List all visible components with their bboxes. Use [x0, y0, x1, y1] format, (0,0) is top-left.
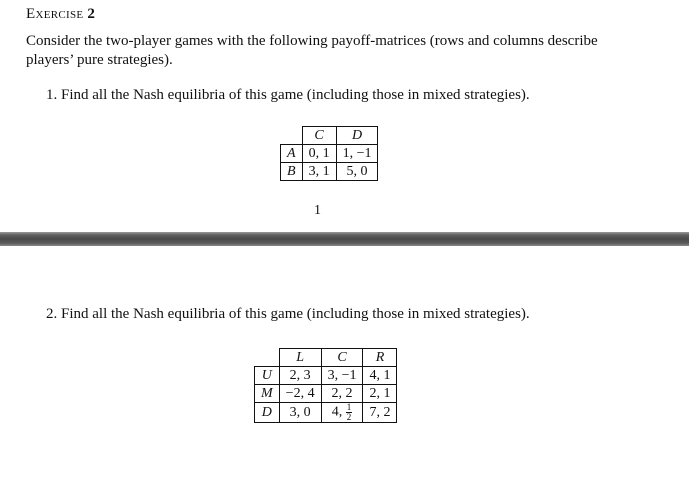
payoff-matrix-header-row [281, 127, 378, 145]
payoff-cell-text: 4, [331, 404, 346, 420]
question-1: 1. Find all the Nash equilibria of this game (including those in mixed strategies). [46, 87, 530, 103]
question-2: 2. Find all the Nash equilibria of this game (including those in mixed strategies). [46, 306, 530, 322]
payoff-cell: 3, 0 [279, 403, 321, 423]
exercise-intro: Consider the two-player games with the following payoff-matrices (rows and columns describe players’ pure strategies). [26, 33, 598, 68]
payoff-cell: −2, 4 [279, 385, 321, 403]
corner-cell [255, 349, 280, 367]
page-separator [0, 232, 689, 246]
row-strategy: M [255, 385, 280, 403]
payoff-cell: 5, 0 [336, 163, 378, 181]
payoff-cell: 3, 1 [302, 163, 336, 181]
payoff-matrix-row [281, 145, 378, 163]
payoff-matrix-1 [280, 126, 378, 181]
exercise-heading [26, 6, 95, 23]
payoff-cell: 7, 2 [363, 403, 397, 423]
exercise-heading-prefix: Exercise [26, 6, 84, 22]
payoff-cell-fraction [321, 403, 363, 423]
payoff-matrix-row [255, 367, 397, 385]
payoff-matrix-row [255, 403, 397, 423]
payoff-cell: 2, 3 [279, 367, 321, 385]
row-strategy: B [281, 163, 303, 181]
payoff-cell: 2, 2 [321, 385, 363, 403]
payoff-matrix-row [255, 385, 397, 403]
payoff-matrix-row [281, 163, 378, 181]
row-strategy: U [255, 367, 280, 385]
column-strategy: C [321, 349, 363, 367]
row-strategy: A [281, 145, 303, 163]
column-strategy: C [302, 127, 336, 145]
payoff-matrix-header-row [255, 349, 397, 367]
document-page-1 [0, 0, 689, 232]
corner-cell [281, 127, 303, 145]
row-strategy: D [255, 403, 280, 423]
payoff-cell: 3, −1 [321, 367, 363, 385]
payoff-cell: 4, 1 [363, 367, 397, 385]
fraction-denominator: 2 [346, 412, 352, 422]
payoff-cell: 1, −1 [336, 145, 378, 163]
page-number: 1 [314, 203, 321, 218]
payoff-cell: 0, 1 [302, 145, 336, 163]
exercise-heading-number: 2 [87, 6, 96, 22]
fraction-numerator: 1 [346, 402, 352, 412]
fraction [346, 403, 353, 422]
payoff-matrix-2 [254, 348, 397, 423]
column-strategy: D [336, 127, 378, 145]
column-strategy: R [363, 349, 397, 367]
column-strategy: L [279, 349, 321, 367]
payoff-cell: 2, 1 [363, 385, 397, 403]
